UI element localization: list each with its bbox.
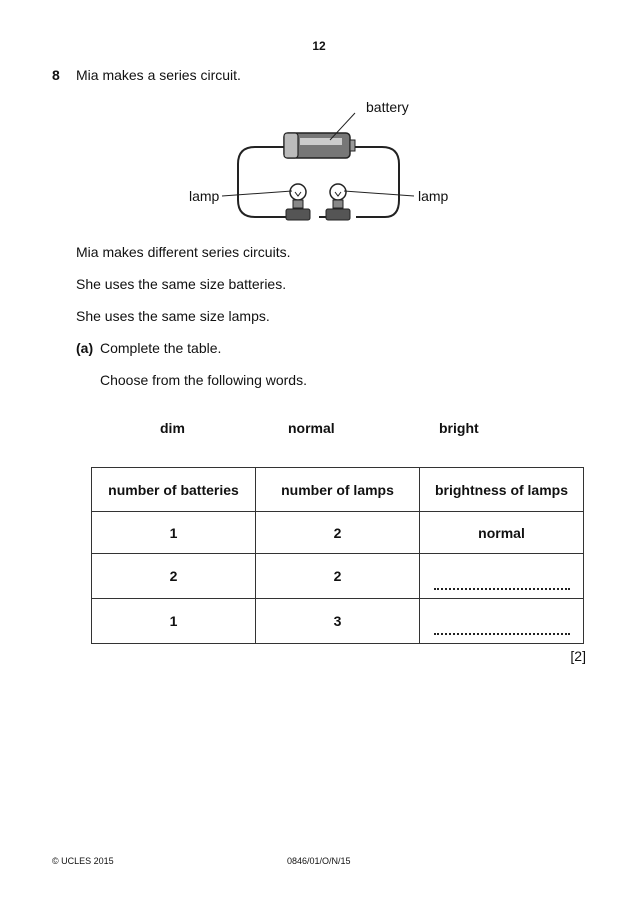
battery-label: battery — [366, 99, 409, 115]
answer-blank[interactable] — [434, 578, 570, 590]
cell-brightness: normal — [420, 512, 584, 554]
circuit-diagram — [180, 92, 470, 242]
cell-batteries: 1 — [92, 599, 256, 644]
header-batteries: number of batteries — [92, 468, 256, 512]
answer-cell[interactable] — [420, 554, 584, 599]
marks-allocation: [2] — [570, 648, 586, 664]
question-intro: Mia makes a series circuit. — [76, 67, 241, 83]
paragraph-2: She uses the same size batteries. — [76, 276, 287, 292]
battery-icon — [284, 133, 355, 158]
header-brightness: brightness of lamps — [420, 468, 584, 512]
paragraph-1: Mia makes different series circuits. — [76, 244, 291, 260]
footer-copyright: © UCLES 2015 — [52, 856, 114, 866]
table-row — [92, 599, 584, 644]
footer-code: 0846/01/O/N/15 — [287, 856, 351, 866]
word-dim: dim — [160, 420, 185, 436]
paragraph-3: She uses the same size lamps. — [76, 308, 270, 324]
cell-lamps: 3 — [256, 599, 420, 644]
lamp-left-label-line — [222, 191, 292, 196]
answer-blank[interactable] — [434, 623, 570, 635]
lamp-left-label: lamp — [189, 188, 220, 204]
lamp-left-icon — [286, 184, 310, 220]
cell-lamps: 2 — [256, 512, 420, 554]
part-a-instruction: Complete the table. — [100, 340, 222, 356]
cell-lamps: 2 — [256, 554, 420, 599]
choose-instruction: Choose from the following words. — [100, 372, 307, 388]
word-bright: bright — [439, 420, 479, 436]
header-lamps: number of lamps — [256, 468, 420, 512]
cell-batteries: 1 — [92, 512, 256, 554]
word-normal: normal — [288, 420, 335, 436]
question-number: 8 — [52, 67, 60, 83]
cell-batteries: 2 — [92, 554, 256, 599]
lamp-right-label: lamp — [418, 188, 449, 204]
results-table — [91, 467, 584, 644]
page-number: 12 — [312, 39, 326, 53]
lamp-right-icon — [326, 184, 350, 220]
table-row — [92, 512, 584, 554]
part-a-label: (a) — [76, 340, 94, 356]
lamp-right-label-line — [344, 191, 414, 196]
answer-cell[interactable] — [420, 599, 584, 644]
table-row — [92, 554, 584, 599]
